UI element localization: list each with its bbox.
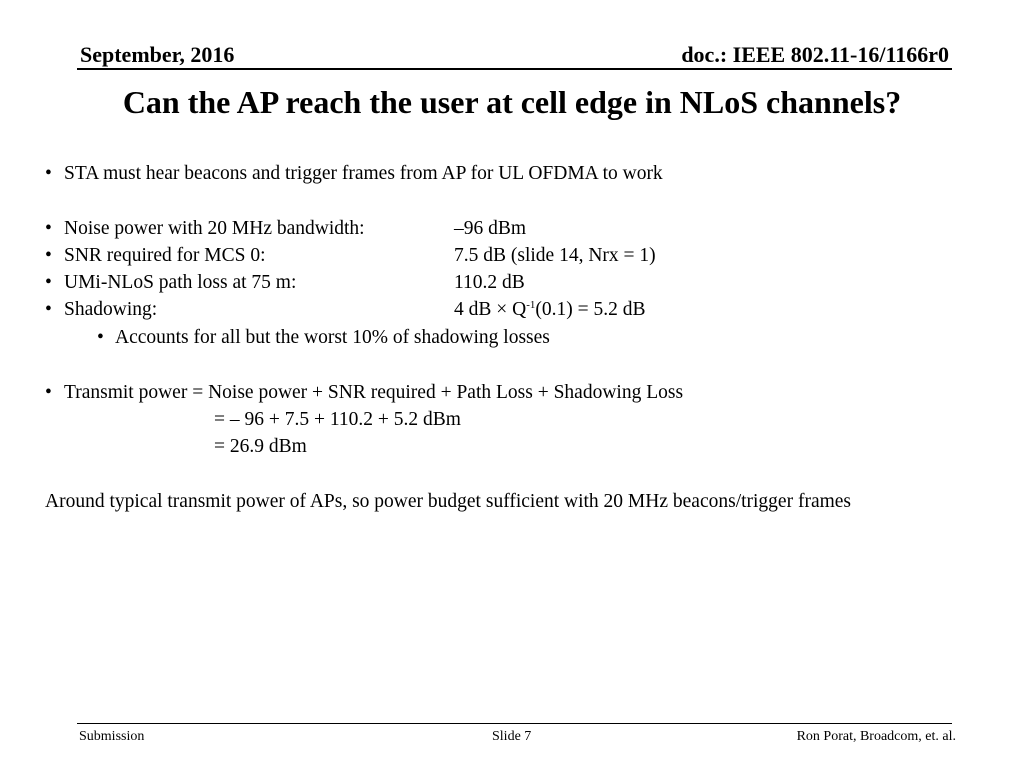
transmit-power-substitution: = – 96 + 7.5 + 110.2 + 5.2 dBm — [214, 409, 461, 430]
path-loss-value: 110.2 dB — [454, 272, 525, 293]
snr-label: SNR required for MCS 0: — [64, 245, 266, 266]
transmit-power-formula: Transmit power = Noise power + SNR required + Path Loss + Shadowing Loss — [64, 382, 684, 403]
shadowing-value-superscript: -1 — [526, 299, 536, 311]
sub-bullet-shadowing-text: Accounts for all but the worst 10% of shadowing losses — [115, 327, 550, 348]
footer-divider — [77, 723, 952, 724]
slide-title: Can the AP reach the user at cell edge in NLoS channels? — [122, 84, 902, 120]
bullet-marker: • — [45, 245, 52, 266]
footer-submission: Submission — [79, 729, 145, 744]
shadowing-value — [454, 299, 646, 321]
transmit-power-result: = 26.9 dBm — [214, 436, 307, 457]
shadowing-label: Shadowing: — [64, 299, 158, 320]
shadowing-value-prefix: 4 dB × Q — [454, 299, 527, 320]
snr-value: 7.5 dB (slide 14, Nrx = 1) — [454, 245, 656, 266]
bullet-marker: • — [45, 272, 52, 293]
bullet-intro-text: STA must hear beacons and trigger frames from AP for UL OFDMA to work — [64, 163, 663, 184]
footer-author: Ron Porat, Broadcom, et. al. — [796, 729, 956, 744]
bullet-marker: • — [45, 163, 52, 184]
path-loss-label: UMi-NLoS path loss at 75 m: — [64, 272, 297, 293]
bullet-marker: • — [97, 327, 104, 348]
bullet-marker: • — [45, 299, 52, 320]
noise-power-value: –96 dBm — [454, 218, 527, 239]
noise-power-label: Noise power with 20 MHz bandwidth: — [64, 218, 365, 239]
header-doc-id: doc.: IEEE 802.11-16/1166r0 — [681, 42, 949, 67]
header-date: September, 2016 — [80, 42, 235, 67]
footer-slide-number: Slide 7 — [492, 729, 532, 744]
bullet-marker: • — [45, 218, 52, 239]
bullet-marker: • — [45, 382, 52, 403]
header-divider — [77, 68, 952, 70]
conclusion-text: Around typical transmit power of APs, so power budget sufficient with 20 MHz beacons/trigger frames — [45, 491, 852, 512]
shadowing-value-suffix: (0.1) = 5.2 dB — [535, 299, 646, 320]
